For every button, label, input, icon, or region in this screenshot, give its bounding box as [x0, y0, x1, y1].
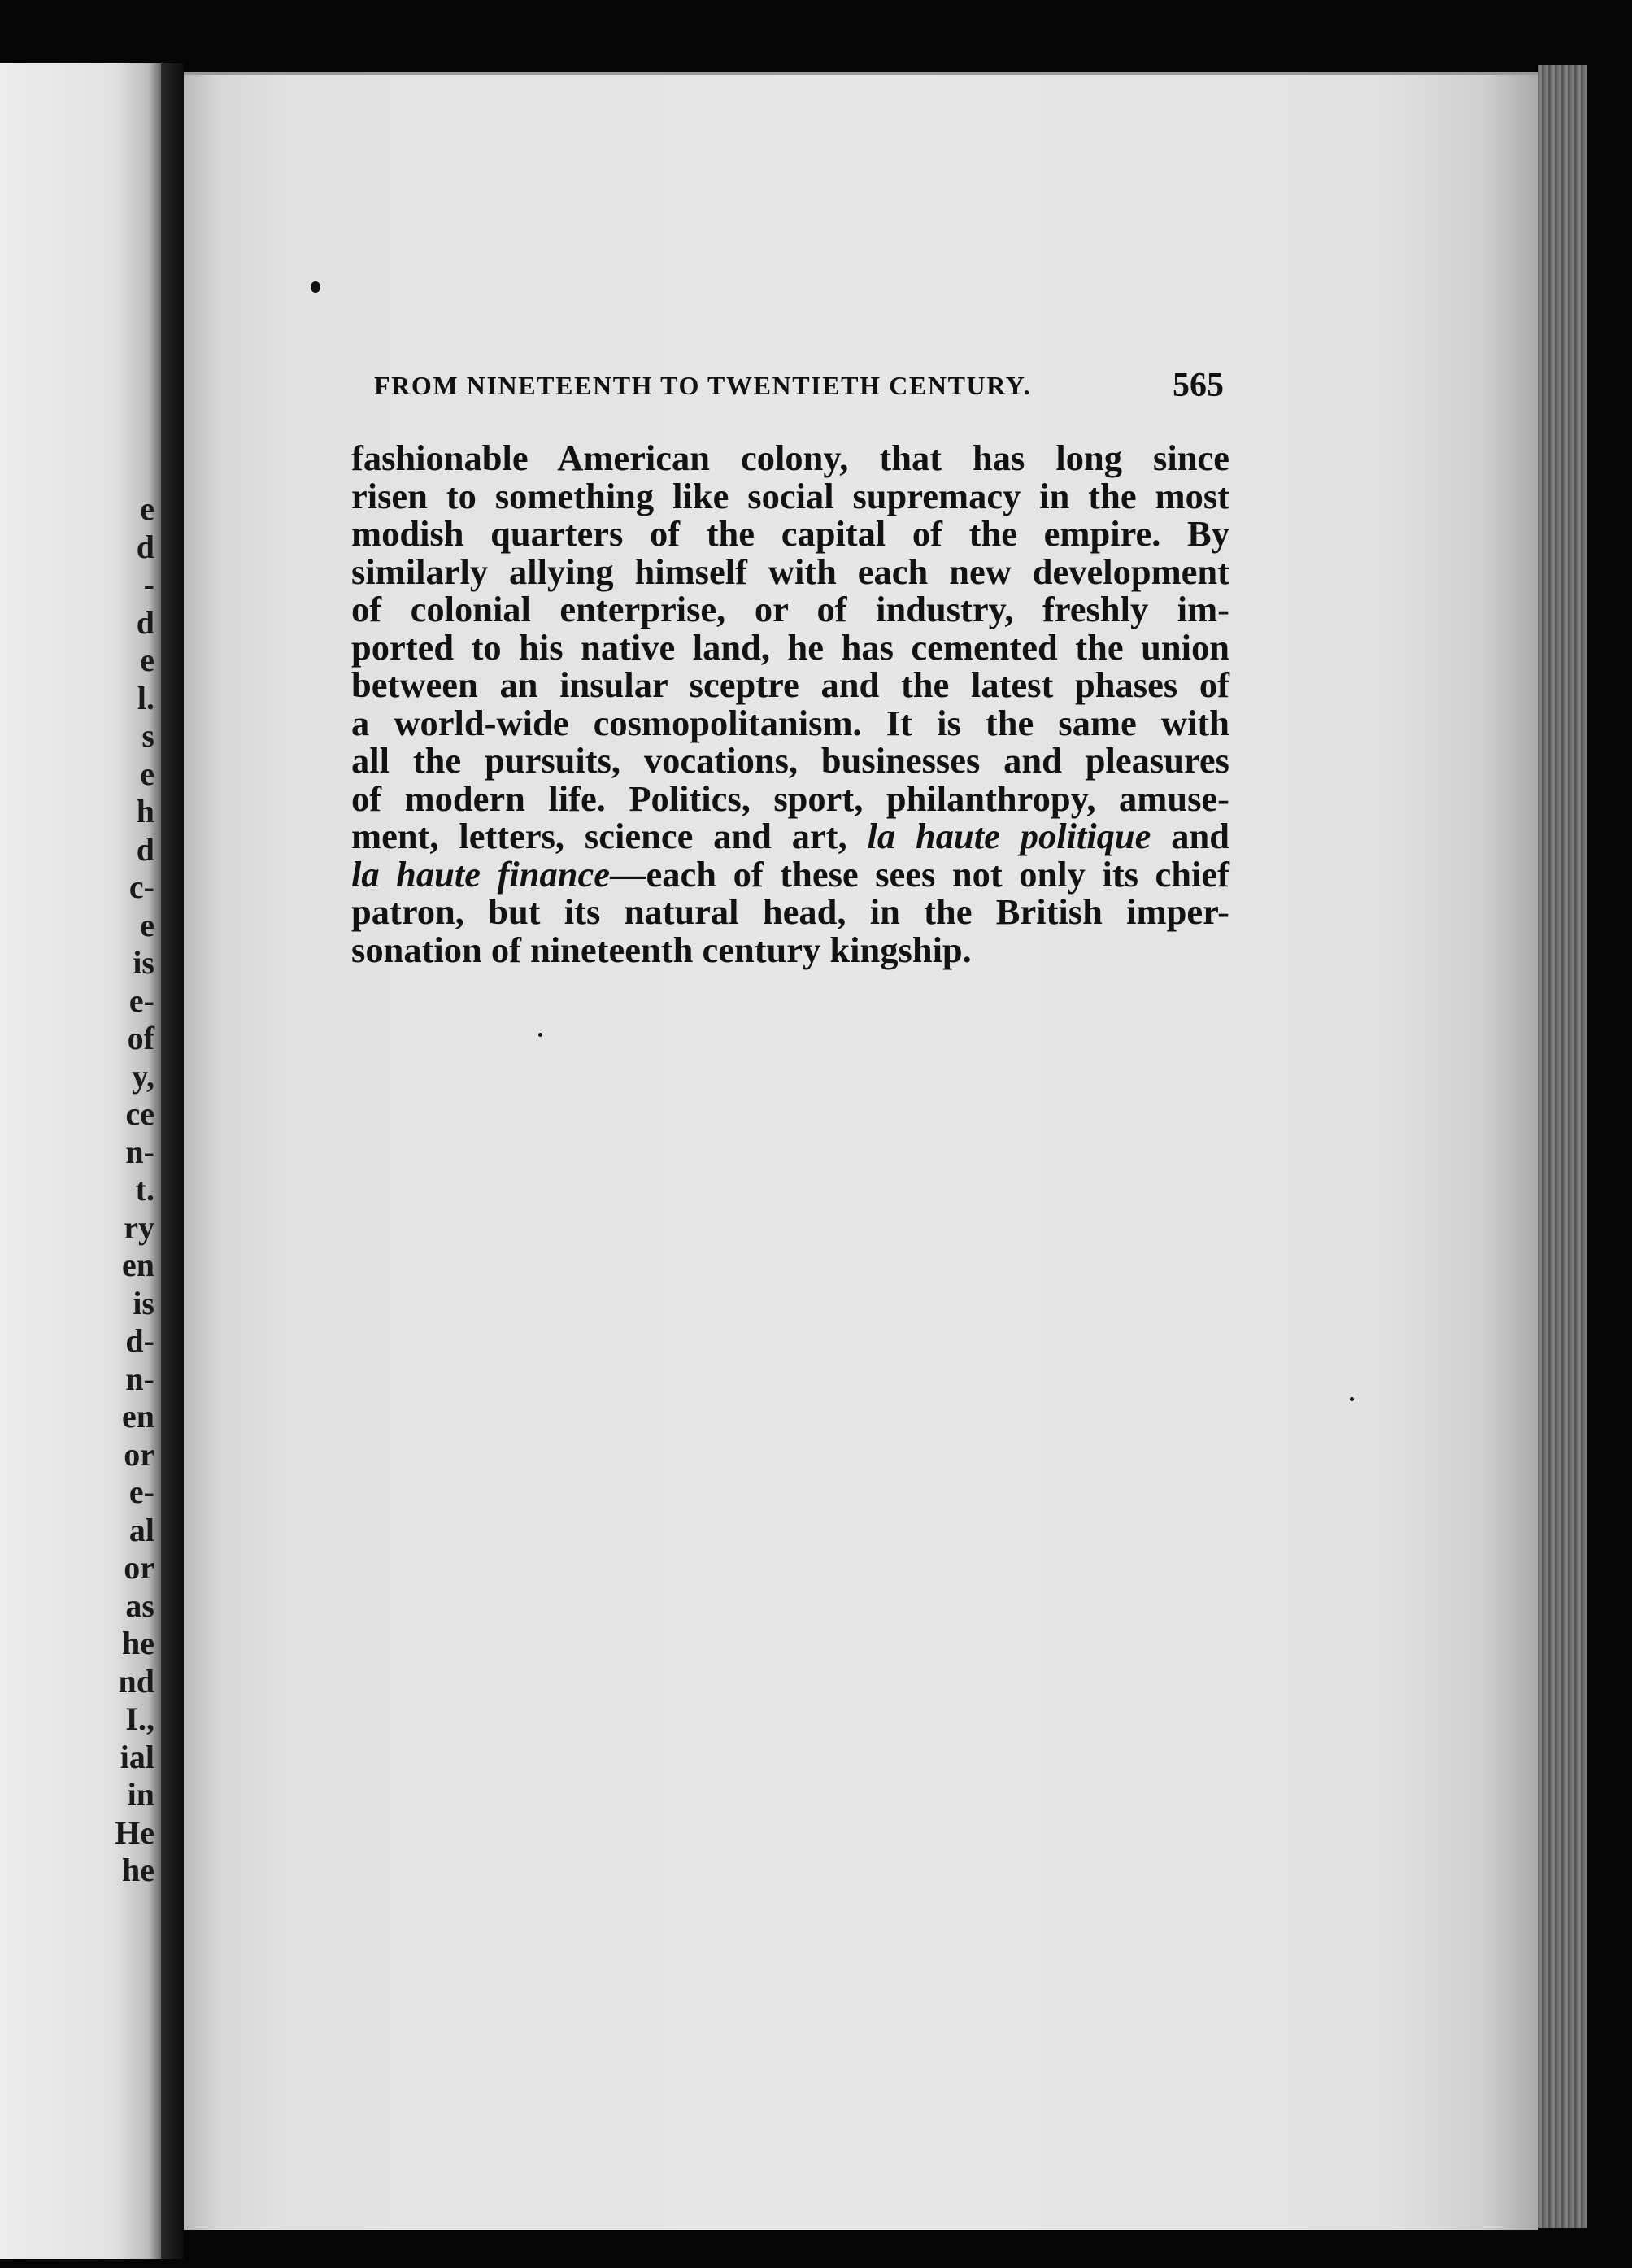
left-page-fragment: I., — [125, 1700, 154, 1737]
text-line: ported to his native land, he has cemented the union — [351, 626, 1229, 668]
text-line: patron, but its natural head, in the British imper- — [351, 891, 1229, 932]
text-run: —each of these sees not only its chief — [610, 853, 1229, 895]
text-line — [351, 855, 1229, 894]
left-page-fragment: en — [122, 1247, 154, 1283]
text-line: sonation of nineteenth century kingship. — [351, 929, 972, 970]
left-page-fragment: is — [133, 944, 154, 981]
left-page-fragment: he — [122, 1625, 154, 1661]
left-page-fragment: h — [136, 793, 154, 829]
text-run: and — [1151, 816, 1230, 856]
page-edge — [1538, 65, 1587, 2228]
left-page-fragment: he — [122, 1852, 154, 1888]
left-page-fragment: l. — [137, 679, 154, 716]
left-page-fragment: al — [128, 1511, 154, 1548]
left-page-fragment: d — [136, 830, 154, 868]
left-page-fragment: ry — [124, 1208, 154, 1246]
page-number: 565 — [1173, 367, 1224, 404]
left-page-fragment: or — [124, 1549, 154, 1586]
text-line: of modern life. Politics, sport, philanthropy, amuse- — [351, 777, 1229, 819]
text-line: modish quarters of the capital of the empire. By — [351, 513, 1229, 554]
left-page-fragment: of — [127, 1020, 154, 1056]
left-page-text-fragments — [115, 490, 154, 1890]
left-page-fragment: ce — [125, 1095, 154, 1132]
left-page-fragment: e — [140, 642, 154, 678]
book-gutter — [161, 63, 184, 2259]
left-page-fragment: e — [140, 906, 154, 943]
left-page-fragment: n- — [125, 1133, 154, 1170]
body-text — [351, 439, 1229, 969]
left-page-fragment: is — [133, 1284, 154, 1321]
left-page-fragment: d — [136, 603, 154, 641]
italic-phrase: la haute politique — [867, 816, 1151, 856]
left-page — [0, 63, 161, 2259]
left-page-fragment: e- — [128, 1474, 154, 1510]
left-page-fragment: ial — [120, 1738, 154, 1775]
left-page-fragment: t. — [135, 1171, 154, 1208]
text-line: fashionable American colony, that has long since — [351, 437, 1229, 478]
left-page-fragment: en — [122, 1398, 154, 1434]
left-page-fragment: d- — [125, 1322, 154, 1359]
italic-phrase: la haute finance — [351, 853, 611, 895]
text-line: a world-wide cosmopolitanism. It is the same with — [351, 702, 1229, 743]
ink-speck — [311, 281, 320, 293]
left-page-fragment: y, — [132, 1057, 154, 1095]
left-page-fragment: s — [141, 717, 154, 754]
left-page-fragment: He — [115, 1813, 154, 1851]
left-page-fragment: - — [143, 566, 154, 603]
text-run: ment, letters, science and art, — [351, 816, 868, 856]
left-page-fragment: nd — [118, 1662, 154, 1700]
left-page-fragment: e — [140, 490, 154, 527]
left-page-fragment: e — [140, 755, 154, 792]
text-line: risen to something like social supremacy in the most — [351, 475, 1229, 516]
text-line — [351, 817, 1229, 855]
left-page-fragment: or — [124, 1435, 154, 1473]
left-page-fragment: n- — [125, 1360, 154, 1397]
left-page-fragment: as — [125, 1587, 154, 1624]
left-page-fragment: e- — [128, 982, 154, 1019]
text-line: between an insular sceptre and the latest phases of — [351, 664, 1229, 705]
text-line: all the pursuits, vocations, businesses and pleasures — [351, 740, 1229, 781]
left-page-fragment: c- — [128, 868, 154, 905]
text-line: similarly allying himself with each new development — [351, 551, 1229, 592]
left-page-fragment: in — [127, 1776, 154, 1813]
text-line: of colonial enterprise, or of industry, freshly im- — [351, 589, 1229, 629]
ink-speck — [1350, 1397, 1354, 1401]
running-head: FROM NINETEENTH TO TWENTIETH CENTURY. — [374, 371, 1032, 400]
ink-speck — [538, 1033, 542, 1037]
left-page-fragment: d — [136, 528, 154, 565]
